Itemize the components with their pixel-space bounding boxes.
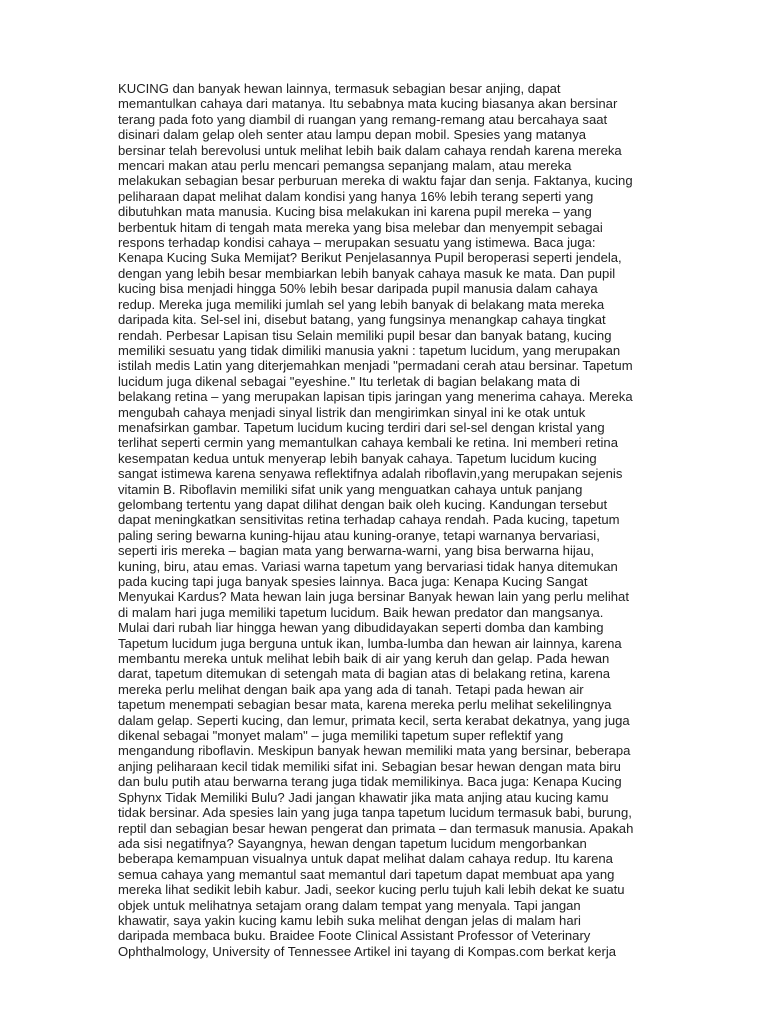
text-line: KUCING dan banyak hewan lainnya, termasuk sebagian besar anjing, dapat (118, 81, 561, 96)
text-line: dalam gelap. Seperti kucing, dan lemur, primata kecil, serta kerabat dekatnya, yang juga (118, 712, 630, 728)
text-line: membantu mereka untuk melihat lebih baik di air yang keruh dan gelap. Pada hewan (118, 651, 610, 667)
text-line: Menyukai Kardus? Mata hewan lain juga bersinar Banyak hewan lain yang perlu melihat (118, 589, 629, 605)
text-line: daripada membaca buku. Braidee Foote Clinical Assistant Professor of Veterinary (118, 928, 591, 944)
text-line: Ophthalmology, University of Tennessee Artikel ini tayang di Kompas.com berkat kerja (118, 943, 617, 959)
text-line: dengan yang lebih besar membiarkan lebih banyak cahaya masuk ke mata. Dan pupil (118, 265, 616, 281)
text-line: berbentuk hitam di tengah mata mereka yang bisa melebar dan menyempit sebagai (118, 219, 603, 235)
text-line: rendah. Perbesar Lapisan tisu Selain memiliki pupil besar dan banyak batang, kucing (118, 327, 612, 343)
text-line: memiliki sesuatu yang tidak dimiliki manusia yakni : tapetum lucidum, yang merupakan (118, 342, 621, 358)
text-line: respons terhadap kondisi cahaya – merupakan sesuatu yang istimewa. Baca juga: (118, 235, 596, 251)
text-line: pada kucing tapi juga banyak spesies lainnya. Baca juga: Kenapa Kucing Sangat (118, 574, 588, 589)
text-line: mereka lihat sedikit lebih kabur. Jadi, seekor kucing perlu tujuh kali lebih dekat ke suatu (118, 882, 625, 898)
text-line: seperti iris mereka – bagian mata yang berwarna-warni, yang bisa berwarna hijau, (118, 543, 594, 559)
text-line: redup. Mereka juga memiliki jumlah sel yang lebih banyak di belakang mata mereka (118, 296, 605, 312)
text-line: di malam hari juga memiliki tapetum lucidum. Baik hewan predator dan mangsanya. (118, 604, 604, 620)
text-line: objek untuk melihatnya setajam orang dalam tempat yang menyala. Tapi jangan (118, 897, 581, 913)
text-line: terlihat seperti cermin yang memantulkan cahaya kembali ke retina. Ini memberi retina (118, 435, 618, 451)
text-line: mereka perlu melihat dengan baik apa yang ada di tanah. Tetapi pada hewan air (118, 681, 584, 697)
text-line: disinari dalam gelap oleh senter atau lampu depan mobil. Spesies yang matanya (118, 127, 587, 143)
text-line: kucing bisa menjadi hingga 50% lebih besar daripada pupil manusia dalam cahaya (118, 281, 598, 297)
text-line: istilah medis Latin yang diterjemahkan menjadi "permadani cerah atau bersinar. Tapetum (118, 358, 633, 374)
text-line: beberapa kemampuan visualnya untuk dapat melihat dalam cahaya redup. Itu karena (118, 851, 613, 867)
text-line: mencari makan atau perlu mencari pemangsa sepanjang malam, atau mereka (118, 158, 572, 174)
text-line: Mulai dari rubah liar hingga hewan yang dibudidayakan seperti domba dan kambing (118, 620, 604, 636)
text-line: gelombang tertentu yang dapat dilihat dengan baik oleh kucing. Kandungan tersebut (118, 496, 608, 512)
text-line: Tapetum lucidum juga berguna untuk ikan, lumba-lumba dan hewan air lainnya, karena (118, 635, 622, 651)
text-line: melakukan sebagian besar perburuan mereka di waktu fajar dan senja. Faktanya, kucing (118, 173, 633, 189)
text-line: ada sisi negatifnya? Sayangnya, hewan dengan tapetum lucidum mengorbankan (118, 835, 587, 851)
text-line: bersinar telah berevolusi untuk melihat lebih baik dalam cahaya rendah karena mereka (118, 142, 622, 158)
text-line: belakang retina – yang merupakan lapisan tipis jaringan yang menerima cahaya. Mereka (118, 389, 633, 405)
text-line: lucidum juga dikenal sebagai "eyeshine." Itu terletak di bagian belakang mata di (118, 373, 581, 389)
text-line: dikenal sebagai "monyet malam" – juga memiliki tapetum super reflektif yang (118, 728, 564, 744)
text-line: Sphynx Tidak Memiliki Bulu? Jadi jangan khawatir jika mata anjing atau kucing kamu (118, 789, 609, 805)
text-line: tidak bersinar. Ada spesies lain yang juga tanpa tapetum lucidum termasuk babi, burung, (118, 805, 632, 821)
text-line: dan bulu putih atau berwarna terang juga tidak memilikinya. Baca juga: Kenapa Kucing (118, 774, 622, 790)
text-line: reptil dan sebagian besar hewan pengerat dan primata – dan termasuk manusia. Apakah (118, 820, 634, 836)
text-line: paling sering bewarna kuning-hijau atau kuning-oranye, tetapi warnanya bervariasi, (118, 527, 600, 543)
text-line: menafsirkan gambar. Tapetum lucidum kucing terdiri dari sel-sel dengan kristal yang (118, 419, 605, 435)
text-line: dibutuhkan mata manusia. Kucing bisa melakukan ini karena pupil mereka – yang (118, 204, 592, 220)
text-line: Kenapa Kucing Suka Memijat? Berikut Penjelasannya Pupil beroperasi seperti jendela, (118, 250, 622, 266)
text-line: dapat meningkatkan sensitivitas retina terhadap cahaya rendah. Pada kucing, tapetum (118, 512, 620, 528)
text-line: mengandung riboflavin. Meskipun banyak hewan memiliki mata yang bersinar, beberapa (118, 743, 631, 759)
text-line: khawatir, saya yakin kucing kamu lebih suka melihat dengan jelas di malam hari (118, 912, 581, 928)
text-line: semua cahaya yang memantul saat memantul dari tapetum dapat membuat apa yang (118, 866, 615, 882)
text-line: tapetum menempati sebagian besar mata, karena mereka perlu melihat sekelilingnya (118, 697, 612, 713)
article-body-text (118, 81, 636, 959)
text-line: memantulkan cahaya dari matanya. Itu sebabnya mata kucing biasanya akan bersinar (118, 96, 618, 112)
text-line: vitamin B. Riboflavin memiliki sifat unik yang menguatkan cahaya untuk panjang (118, 481, 583, 497)
text-line: darat, tapetum ditemukan di setengah mata di bagian atas di belakang retina, karena (118, 666, 611, 682)
text-line: peliharaan dapat melihat dalam kondisi yang hanya 16% lebih terang seperti yang (118, 188, 594, 204)
text-line: kuning, biru, atau emas. Variasi warna tapetum yang bervariasi tidak hanya ditemukan (118, 558, 618, 574)
text-line: terang pada foto yang diambil di ruangan yang remang-remang atau bercahaya saat (118, 111, 608, 127)
text-line: kesempatan kedua untuk menyerap lebih banyak cahaya. Tapetum lucidum kucing (118, 450, 597, 466)
text-line: anjing peliharaan kecil tidak memiliki sifat ini. Sebagian besar hewan dengan mata biru (118, 758, 621, 774)
text-line: daripada kita. Sel-sel ini, disebut batang, yang fungsinya menangkap cahaya tingkat (118, 312, 606, 328)
text-line: mengubah cahaya menjadi sinyal listrik dan mengirimkan sinyal ini ke otak untuk (118, 404, 586, 420)
text-line: sangat istimewa karena senyawa reflektifnya adalah riboflavin,yang merupakan sejenis (118, 466, 623, 482)
